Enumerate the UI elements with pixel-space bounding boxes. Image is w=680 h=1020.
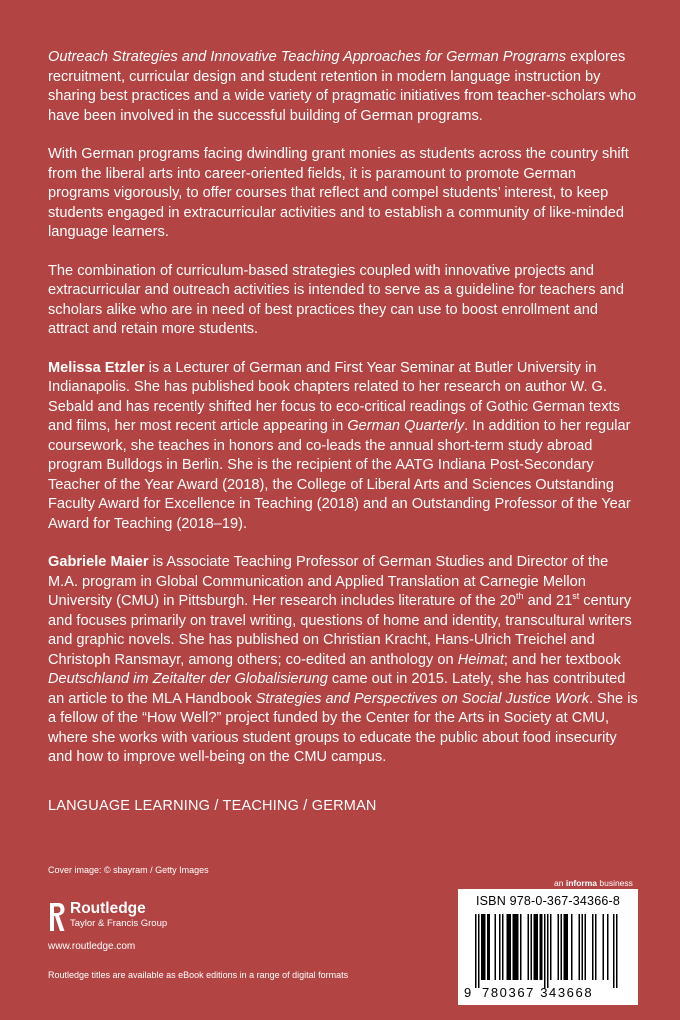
barcode-bar: [540, 914, 542, 980]
cover-credit: Cover image: © sbayram / Getty Images: [48, 865, 209, 875]
barcode-bar: [484, 914, 486, 980]
author-name: Gabriele Maier: [48, 554, 149, 570]
description-paragraph-2: With German programs facing dwindling grant monies as students across the country shift from the liberal arts into career-oriented fields, it is paramount to promote German programs vigorously, to offer courses that reflect and compel students’ interest, to keep students engaged in extracurricular activities and to establish a community of like-minded language learners.: [48, 146, 629, 240]
barcode-bar: [567, 914, 569, 980]
barcode-bar: [478, 914, 480, 988]
barcode-bar: [585, 914, 587, 980]
barcode-bar: [510, 914, 512, 980]
book-title: Outreach Strategies and Innovative Teaching Approaches for German Programs: [48, 49, 567, 65]
barcode-bar: [495, 914, 497, 980]
barcode-bar: [528, 914, 530, 980]
isbn-barcode: ISBN 978-0-367-34366-8 9 780367 343668: [458, 889, 638, 1005]
barcode-bar: [508, 914, 510, 980]
barcode-bar: [550, 914, 552, 980]
barcode-bar: [516, 914, 518, 980]
barcode-bar: [507, 914, 509, 980]
barcode-bar: [520, 914, 522, 980]
barcode-bar: [592, 914, 594, 980]
barcode-bar: [513, 914, 515, 980]
author-bio-etzler: Melissa Etzler is a Lecturer of German and First Year Seminar at Butler University in Indianapolis. She has published book chapters related to her research on author W. G. Sebald and has recently shifted her focus to eco-critical readings of Gothic German texts and films, her most recent article appearing in German Quarterly. In addition to her regular coursework, she teaches in honors and co-leads the annual short-term study abroad program Bulldogs in Berlin. She is the recipient of the AATG Indiana Post-Secondary Teacher of the Year Award (2018), the College of Liberal Arts and Sciences Outstanding Faculty Award for Excellence in Teaching (2018) and an Outstanding Professor of the Year Award for Teaching (2018–19).: [48, 359, 631, 532]
barcode-bar: [544, 914, 546, 988]
description-paragraph-3: The combination of curriculum-based strategies coupled with innovative projects and extracurricular and outreach activities is intended to serve as a guideline for teachers and scholars alike who are in need of best practices they can use to boost enrollment and attract and retain more students.: [48, 262, 624, 337]
barcode-bar: [475, 914, 477, 988]
barcode-bar: [535, 914, 537, 980]
ebook-note: Routledge titles are available as eBook editions in a range of digital formats: [48, 970, 349, 980]
back-cover-text: [48, 48, 640, 787]
routledge-logo: [48, 898, 228, 942]
barcode-bar: [582, 914, 584, 980]
barcode-bar: [571, 914, 573, 980]
barcode-bar: [616, 914, 618, 988]
author-bio-maier: Gabriele Maier is Associate Teaching Professor of German Studies and Director of the M.A. program in Global Communication and Applied Translation at Carnegie Mellon University (CMU) in Pittsburgh. Her research includes literature of the 20th and 21st century and focuses primarily on travel writing, questions of home and identity, transcultural writers and graphic novels. She has published on Christian Kracht, Hans-Ulrich Treichel and Christoph Ransmayr, among others; co-edited an anthology on Heimat; and her textbook Deutschland im Zeitalter der Globalisierung came out in 2015. Lately, she has contributed an article to the MLA Handbook Strategies and Perspectives on Social Justice Work. She is a fellow of the “How Well?” project funded by the Center for the Arts in Society at CMU, where she works with various student groups to educate the public about food insecurity and how to improve well-being on the CMU campus.: [48, 554, 638, 765]
barcode-bar: [531, 914, 533, 980]
description-paragraph-1: Outreach Strategies and Innovative Teaching Approaches for German Programs explores recruitment, curricular design and student retention in modern language instruction by sharing best practices and a wide variety of pragmatic initiatives from teacher-scholars who have been involved in the successful building of German programs.: [48, 49, 637, 124]
publisher-group: Taylor & Francis Group: [70, 918, 168, 929]
informa-business-label: an informa business: [554, 878, 633, 888]
barcode-bar: [481, 914, 483, 980]
barcode-bar: [517, 914, 519, 980]
barcode-bar: [603, 914, 605, 980]
publisher-url[interactable]: www.routledge.com: [48, 941, 136, 952]
barcode-bar: [558, 914, 560, 980]
publisher-name: Routledge: [70, 900, 146, 917]
isbn-label: ISBN 978-0-367-34366-8: [475, 894, 621, 908]
barcode-bar: [579, 914, 581, 980]
barcode-bar: [595, 914, 597, 980]
barcode-bar: [537, 914, 539, 980]
subject-category: LANGUAGE LEARNING / TEACHING / GERMAN: [48, 798, 377, 814]
barcode-bar: [489, 914, 491, 980]
barcode-bar: [483, 914, 485, 980]
barcode-bar: [613, 914, 615, 988]
barcode-bar: [547, 914, 549, 988]
barcode-bars: [475, 914, 625, 988]
barcode-bar: [565, 914, 567, 980]
barcode-bar: [499, 914, 501, 980]
author-name: Melissa Etzler: [48, 359, 145, 376]
barcode-bar: [607, 914, 609, 980]
barcode-bar: [564, 914, 566, 980]
barcode-bar: [487, 914, 489, 980]
routledge-r-icon: [48, 902, 66, 932]
barcode-bar: [502, 914, 504, 980]
barcode-bar: [534, 914, 536, 980]
barcode-bar: [541, 914, 543, 980]
barcode-bar: [514, 914, 516, 980]
barcode-bar: [561, 914, 563, 980]
